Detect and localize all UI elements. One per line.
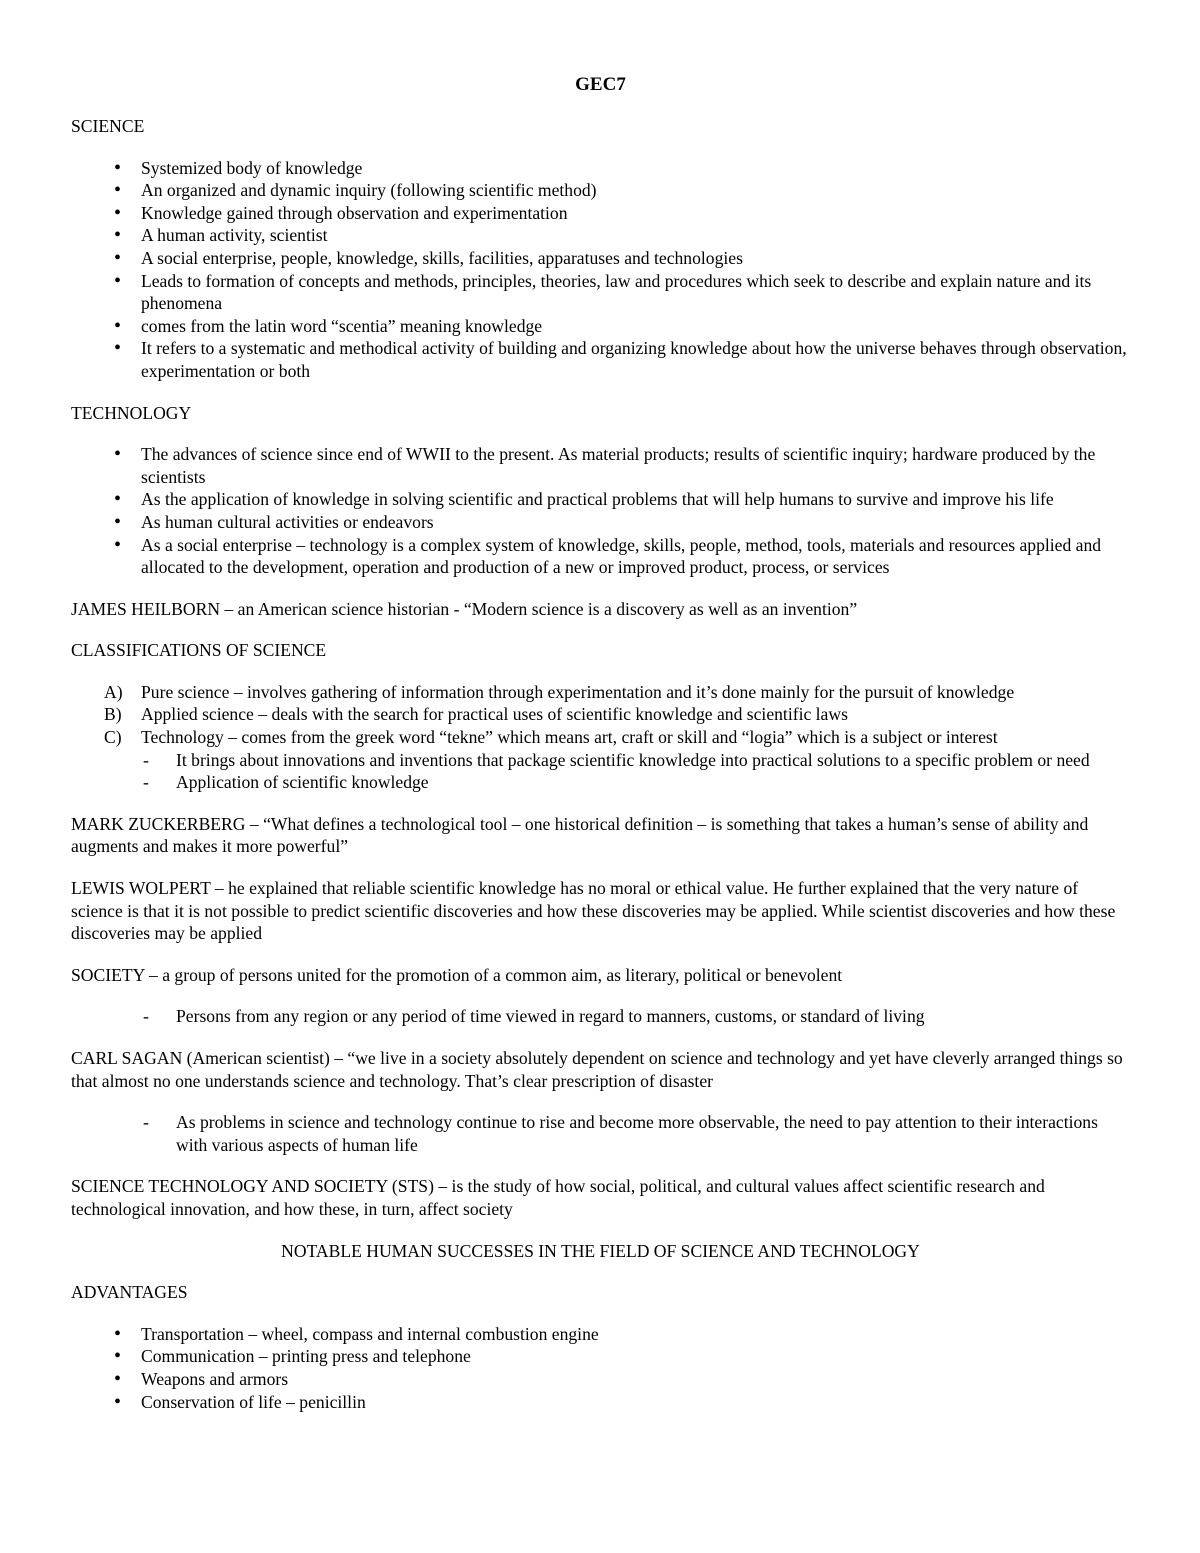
- section-heading-technology: TECHNOLOGY: [71, 402, 192, 423]
- society-sub-list: [71, 1005, 1130, 1028]
- list-item: • comes from the latin word “scentia” meaning knowledge: [71, 315, 1130, 338]
- list-item: • The advances of science since end of WWII to the present. As material products; results of scientific inquiry; hardware produced by the scientists: [71, 443, 1130, 488]
- list-item: • Conservation of life – penicillin: [71, 1391, 1130, 1414]
- list-item: • Systemized body of knowledge: [71, 157, 1130, 180]
- heilborn-quote: JAMES HEILBORN – an American science historian - “Modern science is a discovery as well as an invention”: [71, 598, 858, 619]
- list-marker: B): [104, 704, 122, 725]
- science-list: [71, 157, 1130, 383]
- sts-definition: SCIENCE TECHNOLOGY AND SOCIETY (STS) – is the study of how social, political, and cultural values affect scientific research and technological innovation, and how these, in turn, affect society: [71, 1176, 1045, 1219]
- list-item: • An organized and dynamic inquiry (following scientific method): [71, 179, 1130, 202]
- wolpert-paragraph: LEWIS WOLPERT – he explained that reliable scientific knowledge has no moral or ethical value. He further explained that the very nature of science is that it is not possible to predict scientific discoveries and how these discoveries may be applied. While scientist discoveries and how these discoveries may be applied: [71, 878, 1116, 944]
- list-item: • A social enterprise, people, knowledge, skills, facilities, apparatuses and technologies: [71, 247, 1130, 270]
- section-heading-advantages: ADVANTAGES: [71, 1282, 188, 1303]
- list-marker: A): [104, 681, 123, 702]
- list-item: • A human activity, scientist: [71, 224, 1130, 247]
- list-item: • Transportation – wheel, compass and internal combustion engine: [71, 1323, 1130, 1346]
- advantages-list: [71, 1323, 1130, 1413]
- list-item: • As a social enterprise – technology is a complex system of knowledge, skills, people, method, tools, materials and resources applied and allocated to the development, operation and production of a new or improved product, process, or services: [71, 534, 1130, 579]
- list-marker: C): [104, 727, 122, 748]
- list-item: [71, 703, 1130, 726]
- sagan-quote: CARL SAGAN (American scientist) – “we live in a society absolutely dependent on science and technology and yet have cleverly arranged things so that almost no one understands science and technology. That’s clear prescription of disaster: [71, 1048, 1123, 1091]
- list-item: • Communication – printing press and telephone: [71, 1345, 1130, 1368]
- zuckerberg-quote: MARK ZUCKERBERG – “What defines a technological tool – one historical definition – is something that takes a human’s sense of ability and augments and makes it more powerful”: [71, 813, 1089, 857]
- list-item: • As human cultural activities or endeavors: [71, 511, 1130, 534]
- sub-list-item: - It brings about innovations and inventions that package scientific knowledge into practical solutions to a specific problem or need: [141, 749, 1130, 772]
- list-item: • It refers to a systematic and methodical activity of building and organizing knowledge about how the universe behaves through observation, experimentation or both: [71, 337, 1130, 382]
- society-definition: SOCIETY – a group of persons united for the promotion of a common aim, as literary, political or benevolent: [71, 964, 843, 985]
- notable-successes-heading: NOTABLE HUMAN SUCCESSES IN THE FIELD OF SCIENCE AND TECHNOLOGY: [281, 1240, 920, 1261]
- classifications-list: [71, 681, 1130, 794]
- list-item-text: Pure science – involves gathering of information through experimentation and it’s done mainly for the pursuit of knowledge: [141, 681, 1015, 702]
- technology-list: [71, 443, 1130, 579]
- section-heading-classifications: CLASSIFICATIONS OF SCIENCE: [71, 640, 327, 661]
- list-item: • Leads to formation of concepts and methods, principles, theories, law and procedures which seek to describe and explain nature and its phenomena: [71, 270, 1130, 315]
- list-item: • Weapons and armors: [71, 1368, 1130, 1391]
- section-heading-science: SCIENCE: [71, 116, 145, 136]
- document-title: GEC7: [575, 74, 626, 95]
- sub-list-item: - As problems in science and technology continue to rise and become more observable, the need to pay attention to their interactions with various aspects of human life: [71, 1111, 1130, 1156]
- sub-list-item: - Persons from any region or any period of time viewed in regard to manners, customs, or standard of living: [71, 1005, 1130, 1028]
- list-item-text: Technology – comes from the greek word “tekne” which means art, craft or skill and “logia” which is a subject or interest: [141, 727, 998, 748]
- sub-list-item: - Application of scientific knowledge: [141, 771, 1130, 794]
- sagan-sub-list: [71, 1111, 1130, 1156]
- technology-sub-list: [141, 749, 1130, 794]
- list-item: [71, 726, 1130, 794]
- list-item: • Knowledge gained through observation and experimentation: [71, 202, 1130, 225]
- list-item: [71, 681, 1130, 704]
- list-item: • As the application of knowledge in solving scientific and practical problems that will help humans to survive and improve his life: [71, 488, 1130, 511]
- list-item-text: Applied science – deals with the search for practical uses of scientific knowledge and scientific laws: [141, 704, 848, 725]
